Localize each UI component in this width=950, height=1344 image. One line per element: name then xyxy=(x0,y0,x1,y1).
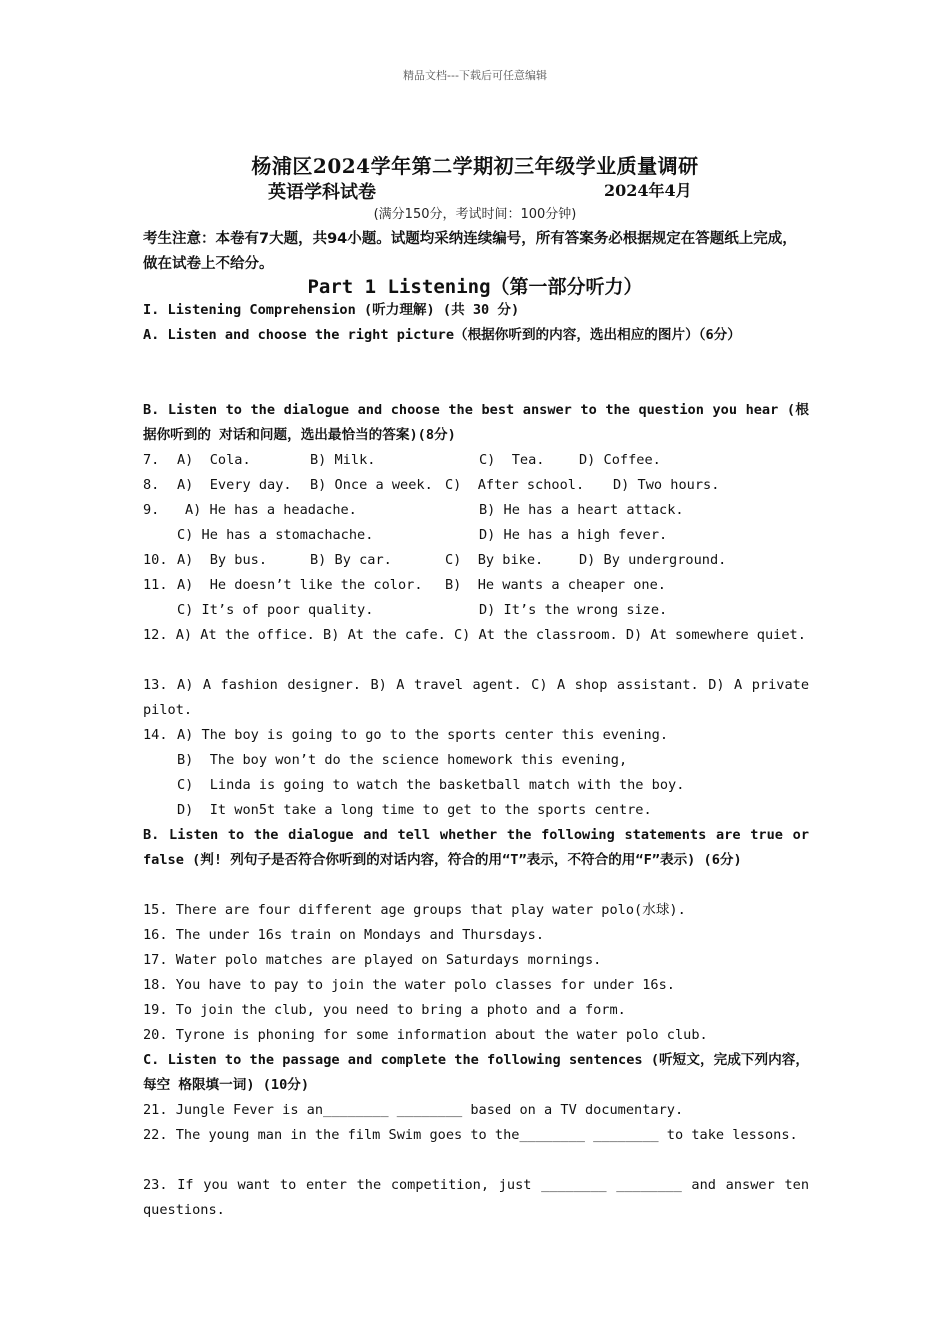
exam-info: (满分150分，考试时间：100分钟) xyxy=(373,207,577,222)
question-14-option-d xyxy=(143,798,809,823)
question-number: 14. xyxy=(143,727,168,743)
exam-date: 2024年4月 xyxy=(604,181,692,200)
listening-section xyxy=(143,298,809,1223)
option-b: B) The boy won’t do the science homework this evening, xyxy=(177,752,628,768)
statement-19: 19. To join the club, you need to bring a photo and a form. xyxy=(143,1002,626,1018)
option-b: B) He wants a cheaper one. xyxy=(445,577,666,593)
statement-17: 17. Water polo matches are played on Saturdays mornings. xyxy=(143,952,602,968)
option-a: A) He has a headache. xyxy=(185,502,357,518)
question-8 xyxy=(143,473,809,498)
option-a: A) He doesn’t like the color. xyxy=(177,577,423,593)
exam-notice: 考生注意：本卷有7大题，共94小题。试题均采纳连续编号，所有答案务必根据规定在答题纸上完成，做在试卷上不给分。 xyxy=(143,231,797,272)
statement-15: 15. There are four different age groups that play water polo(水球). xyxy=(143,902,686,918)
question-9-row2 xyxy=(143,523,809,548)
option-a: A) Every day. xyxy=(177,477,292,493)
question-23: 23. If you want to enter the competition, just ________ ________ and answer ten questions. xyxy=(143,1177,809,1218)
option-d: D) It’s the wrong size. xyxy=(479,602,668,618)
question-13: 13. A) A fashion designer. B) A travel agent. C) A shop assistant. D) A private pilot. xyxy=(143,677,809,718)
section-B2-heading: B. Listen to the dialogue and tell whether the following statements are true or false (判! 列句子是否符合你听到的对话内容，符合的用“T”表示，不符合的用“F”表示) (6分) xyxy=(143,827,809,868)
option-b: B) By car. xyxy=(310,552,392,568)
exam-title: 杨浦区2024学年第二学期初三年级学业质量调研 xyxy=(251,154,699,178)
question-11-row2 xyxy=(143,598,809,623)
question-10 xyxy=(143,548,809,573)
option-c: C) Linda is going to watch the basketball match with the boy. xyxy=(177,777,685,793)
option-b: B) Milk. xyxy=(310,452,376,468)
option-c: C) He has a stomachache. xyxy=(177,527,374,543)
question-11 xyxy=(143,573,809,598)
section-B1-heading: B. Listen to the dialogue and choose the best answer to the question you hear (根据你听到的 对话和问题，选出最恰当的答案)(8分) xyxy=(143,402,809,443)
option-d: D) By underground. xyxy=(579,552,727,568)
blank-line xyxy=(143,373,809,398)
question-9 xyxy=(143,498,809,523)
subject-title: 英语学科试卷 xyxy=(268,182,376,203)
option-d: D) It won5t take a long time to get to the sports centre. xyxy=(177,802,652,818)
statement-16: 16. The under 16s train on Mondays and Thursdays. xyxy=(143,927,545,943)
option-d: D) Two hours. xyxy=(613,477,720,493)
option-a: A) By bus. xyxy=(177,552,268,568)
question-12: 12. A) At the office. B) At the cafe. C) At the classroom. D) At somewhere quiet. xyxy=(143,627,806,643)
watermark: 精品文档---下载后可任意编辑 xyxy=(403,69,547,82)
question-number: 10. xyxy=(143,552,168,568)
statement-20: 20. Tyrone is phoning for some information about the water polo club. xyxy=(143,1027,708,1043)
question-number: 8. xyxy=(143,477,160,493)
question-number: 11. xyxy=(143,577,168,593)
part1-title: Part 1 Listening（第一部分听力） xyxy=(307,276,643,298)
option-d: D) He has a high fever. xyxy=(479,527,668,543)
option-c: C) By bike. xyxy=(445,552,544,568)
section-A-heading: A. Listen and choose the right picture（根据你听到的内容，选出相应的图片）（6分） xyxy=(143,327,741,343)
option-a: A) The boy is going to go to the sports center this evening. xyxy=(177,727,669,743)
question-14-option-c xyxy=(143,773,809,798)
question-14 xyxy=(143,723,809,748)
option-b: B) He has a heart attack. xyxy=(479,502,684,518)
option-c: C) It’s of poor quality. xyxy=(177,602,374,618)
statement-18: 18. You have to pay to join the water polo classes for under 16s. xyxy=(143,977,675,993)
section-I-heading: I. Listening Comprehension (听力理解) (共 30 分) xyxy=(143,302,520,318)
option-a: A) Cola. xyxy=(177,452,251,468)
option-c: C) Tea. xyxy=(479,452,545,468)
section-C-heading: C. Listen to the passage and complete the following sentences (听短文，完成下列内容，每空 格限填一词) (10分) xyxy=(143,1052,809,1093)
question-21: 21. Jungle Fever is an________ ________ based on a TV documentary. xyxy=(143,1102,684,1118)
option-d: D) Coffee. xyxy=(579,452,661,468)
question-number: 7. xyxy=(143,452,160,468)
question-14-option-b xyxy=(143,748,809,773)
question-7 xyxy=(143,448,809,473)
question-22: 22. The young man in the film Swim goes to the________ ________ to take lessons. xyxy=(143,1127,798,1143)
option-b: B) Once a week. xyxy=(310,477,433,493)
option-c: C) After school. xyxy=(445,477,585,493)
question-number: 9. xyxy=(143,502,160,518)
